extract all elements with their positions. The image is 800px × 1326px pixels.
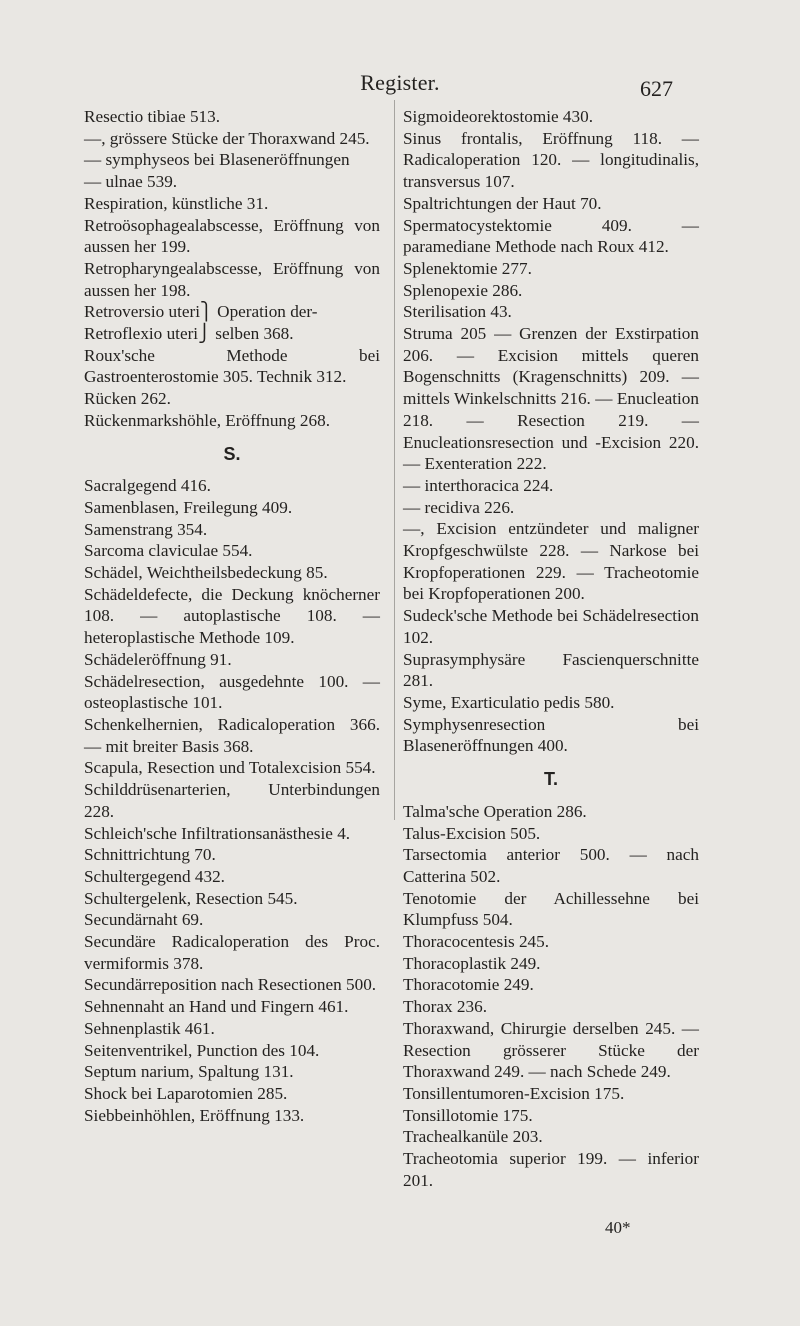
- index-entry: Sehnennaht an Hand und Fingern 461.: [84, 997, 349, 1017]
- index-entry: Seitenventrikel, Punction des 104.: [84, 1040, 320, 1060]
- index-entry: Symphysenresection bei Blaseneröffnungen 400.: [403, 714, 699, 756]
- index-entry: —, grössere Stücke der Thoraxwand 245.: [84, 128, 370, 148]
- index-entry: Schultergegend 432.: [84, 866, 225, 886]
- index-entry: Schädel, Weichtheilsbedeckung 85.: [84, 563, 328, 583]
- index-entry: — ulnae 539.: [84, 172, 178, 192]
- index-entry: Sacralgegend 416.: [84, 476, 211, 496]
- index-entry: — recidiva 226.: [403, 497, 515, 517]
- index-entry: Septum narium, Spaltung 131.: [84, 1062, 294, 1082]
- right-column: [403, 106, 699, 1191]
- index-entry: Tenotomie der Achillessehne bei Klumpfuss 504.: [403, 888, 699, 930]
- index-entry: Sarcoma claviculae 554.: [84, 541, 253, 561]
- index-entry: Tracheotomia superior 199. — inferior 201.: [403, 1149, 699, 1190]
- index-entry: Struma 205 — Grenzen der Exstirpation 206. — Excision mittels queren Bogenschnitts (Kragenschnitts) 209. — mittels Winkelschnitts 216. — Enucleation 218. — Resection 219. — Enucleationsresection und -Excision 220. — Exenteration 222.: [403, 324, 699, 474]
- index-entry: Scapula, Resection und Totalexcision 554.: [84, 758, 376, 778]
- index-entry: Tarsectomia anterior 500. — nach Catterina 502.: [403, 845, 699, 886]
- index-entry: Sehnenplastik 461.: [84, 1018, 215, 1038]
- index-entry: Thoracotomie 249.: [403, 975, 534, 995]
- left-column: [84, 106, 380, 1126]
- index-entry: Spermatocystektomie 409. — paramediane Methode nach Roux 412.: [403, 215, 699, 257]
- signature-mark: 40*: [605, 1218, 631, 1237]
- index-entry: Splenopexie 286.: [403, 280, 523, 300]
- index-entry: Shock bei Laparotomien 285.: [84, 1083, 288, 1103]
- index-entry: Schenkelhernien, Radicaloperation 366. — mit breiter Basis 368.: [84, 714, 380, 756]
- index-entry: Samenstrang 354.: [84, 519, 208, 539]
- index-entry: Secundäre Radicaloperation des Proc. vermiformis 378.: [84, 932, 380, 973]
- index-entry: Respiration, künstliche 31.: [84, 193, 269, 213]
- index-entry: Thoraxwand, Chirurgie derselben 245. — Resection grösserer Stücke der Thoraxwand 249. — nach Schede 249.: [403, 1018, 699, 1082]
- index-entry: Talus-Excision 505.: [403, 823, 541, 843]
- index-entry: Schädeleröffnung 91.: [84, 649, 232, 669]
- index-entry: Schädelresection, ausgedehnte 100. — osteoplastische 101.: [84, 671, 380, 713]
- index-entry: Retroflexio uteri⎭ selben 368.: [84, 324, 294, 344]
- index-entry: Thorax 236.: [403, 997, 488, 1017]
- index-entry: Trachealkanüle 203.: [403, 1127, 543, 1147]
- index-entry: — interthoracica 224.: [403, 475, 554, 495]
- index-entry: Sigmoideorektostomie 430.: [403, 107, 594, 126]
- index-entry: Retroversio uteri⎫ Operation der-: [84, 302, 318, 322]
- index-entry: Tonsillotomie 175.: [403, 1105, 533, 1125]
- index-entry: Rücken 262.: [84, 389, 171, 409]
- index-entry: Schilddrüsenarterien, Unterbindungen 228.: [84, 780, 380, 821]
- index-entry: Secundärnaht 69.: [84, 910, 204, 930]
- index-entry: Spaltrichtungen der Haut 70.: [403, 193, 602, 213]
- index-entry: Suprasymphysäre Fascienquerschnitte 281.: [403, 649, 699, 691]
- index-entry: Secundärreposition nach Resectionen 500.: [84, 975, 377, 995]
- index-entry: — symphyseos bei Blaseneröffnungen: [84, 150, 350, 170]
- index-entry: Retroösophagealabscesse, Eröffnung von aussen her 199.: [84, 215, 380, 257]
- running-head: Register.: [360, 70, 440, 95]
- index-entry: Schultergelenk, Resection 545.: [84, 888, 298, 908]
- index-entry: Schnittrichtung 70.: [84, 845, 216, 865]
- index-entry: Rückenmarkshöhle, Eröffnung 268.: [84, 410, 330, 430]
- index-entry: Sudeck'sche Methode bei Schädelresection 102.: [403, 606, 699, 647]
- index-entry: —, Excision entzündeter und maligner Kropfgeschwülste 228. — Narkose bei Kropfoperationen 229. — Tracheotomie bei Kropfoperationen 200.: [403, 519, 699, 604]
- index-entry: Splenektomie 277.: [403, 258, 532, 278]
- index-entry: Sinus frontalis, Eröffnung 118. — Radicaloperation 120. — longitudinalis, transversus 107.: [403, 128, 699, 192]
- index-entry: Roux'sche Methode bei Gastroenterostomie 305. Technik 312.: [84, 345, 380, 387]
- index-entry: Thoracoplastik 249.: [403, 953, 541, 973]
- index-entry: Sterilisation 43.: [403, 302, 512, 322]
- index-entry: Schädeldefecte, die Deckung knöcherner 108. — autoplastische 108. — heteroplastische Methode 109.: [84, 584, 380, 648]
- index-entry: Thoracocentesis 245.: [403, 932, 550, 952]
- index-entry: Talma'sche Operation 286.: [403, 801, 587, 821]
- index-entry: Retropharyngealabscesse, Eröffnung von aussen her 198.: [84, 258, 380, 300]
- index-entry: Syme, Exarticulatio pedis 580.: [403, 692, 615, 712]
- page-number: 627: [640, 76, 673, 101]
- index-entry: Samenblasen, Freilegung 409.: [84, 497, 293, 517]
- index-entry: Tonsillentumoren-Excision 175.: [403, 1083, 625, 1103]
- section-letter: T.: [543, 769, 558, 790]
- column-divider: [394, 100, 395, 820]
- index-entry: Schleich'sche Infiltrationsanästhesie 4.: [84, 823, 351, 843]
- index-entry: Siebbeinhöhlen, Eröffnung 133.: [84, 1105, 305, 1125]
- index-entry: Resectio tibiae 513.: [84, 107, 221, 126]
- section-letter: S.: [223, 443, 241, 464]
